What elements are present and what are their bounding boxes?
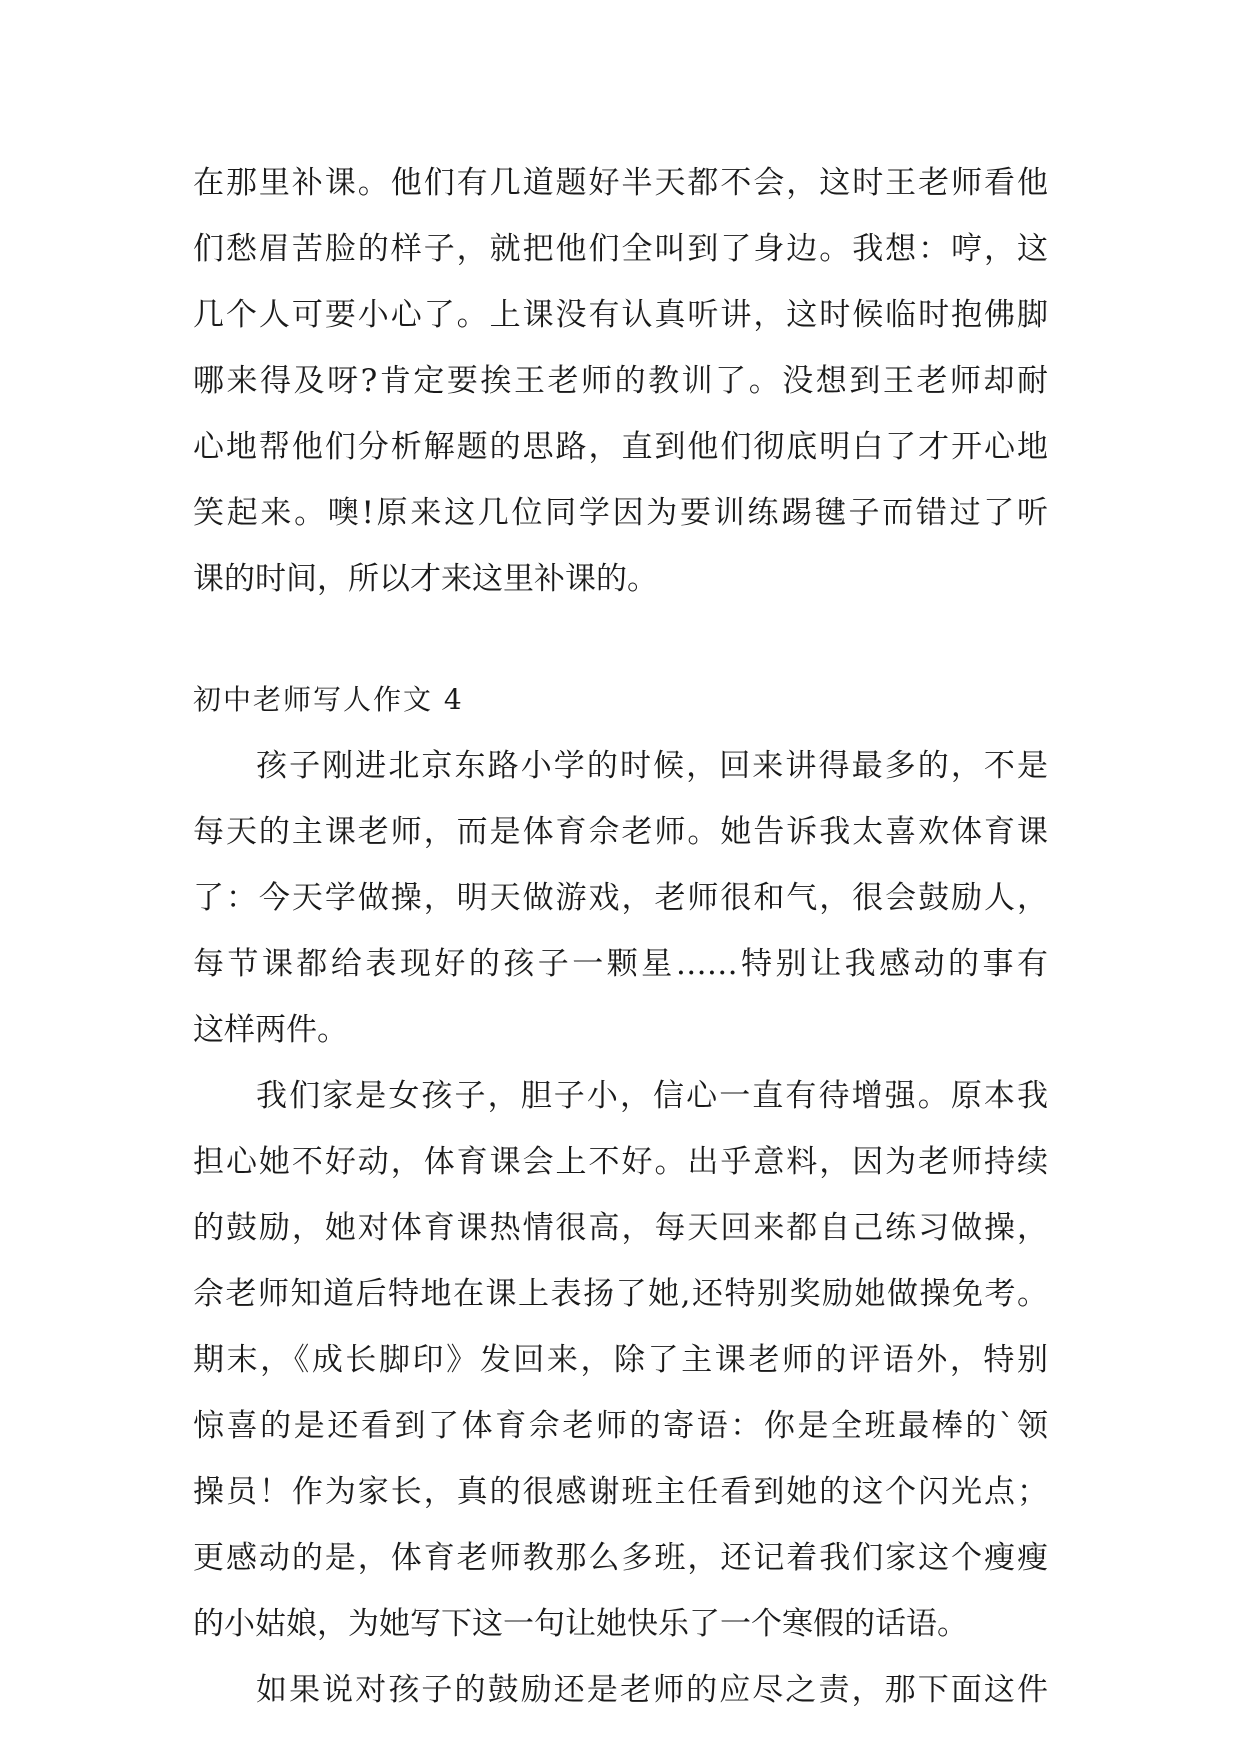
text-line: 如果说对孩子的鼓励还是老师的应尽之责，那下面这件 — [256, 1672, 1048, 1708]
text-line: 我们家是女孩子，胆子小，信心一直有待增强。原本我 — [256, 1078, 1048, 1114]
text-line: 这样两件。 — [193, 1012, 348, 1048]
text-line: 操员！作为家长，真的很感谢班主任看到她的这个闪光点； — [193, 1474, 1048, 1510]
text-line: 的鼓励，她对体育课热情很高，每天回来都自己练习做操， — [193, 1210, 1048, 1246]
text-line: 惊喜的是还看到了体育佘老师的寄语：你是全班最棒的`领 — [193, 1408, 1048, 1444]
paragraph-1 — [193, 733, 1048, 1063]
text-line: 孩子刚进北京东路小学的时候，回来讲得最多的，不是 — [256, 748, 1048, 784]
text-line: 每天的主课老师，而是体育佘老师。她告诉我太喜欢体育课 — [193, 814, 1048, 850]
text-line: 笑起来。噢!原来这几位同学因为要训练踢毽子而错过了听 — [193, 495, 1048, 531]
text-line: 在那里补课。他们有几道题好半天都不会，这时王老师看他 — [193, 165, 1048, 201]
section-gap — [193, 612, 1048, 667]
text-line: 每节课都给表现好的孩子一颗星……特别让我感动的事有 — [193, 946, 1048, 982]
document-body — [193, 150, 1048, 1723]
text-line: 课的时间，所以才来这里补课的。 — [193, 561, 658, 597]
paragraph-2 — [193, 1063, 1048, 1657]
paragraph-3 — [193, 1657, 1048, 1723]
text-line: 哪来得及呀?肯定要挨王老师的教训了。没想到王老师却耐 — [193, 363, 1048, 399]
text-line: 担心她不好动，体育课会上不好。出乎意料，因为老师持续 — [193, 1144, 1048, 1180]
text-line: 更感动的是，体育老师教那么多班，还记着我们家这个瘦瘦 — [193, 1540, 1048, 1576]
text-line: 佘老师知道后特地在课上表扬了她,还特别奖励她做操免考。 — [193, 1276, 1048, 1312]
text-line: 几个人可要小心了。上课没有认真听讲，这时候临时抱佛脚 — [193, 297, 1048, 333]
text-line: 的小姑娘，为她写下这一句让她快乐了一个寒假的话语。 — [193, 1606, 968, 1642]
text-line: 了：今天学做操，明天做游戏，老师很和气，很会鼓励人， — [193, 880, 1048, 916]
section-title: 初中老师写人作文 4 — [193, 683, 464, 716]
text-line: 心地帮他们分析解题的思路，直到他们彻底明白了才开心地 — [193, 429, 1048, 465]
continued-paragraph — [193, 150, 1048, 612]
text-line: 期末，《成长脚印》发回来，除了主课老师的评语外，特别 — [193, 1342, 1048, 1378]
text-line: 们愁眉苦脸的样子，就把他们全叫到了身边。我想：哼，这 — [193, 231, 1048, 267]
